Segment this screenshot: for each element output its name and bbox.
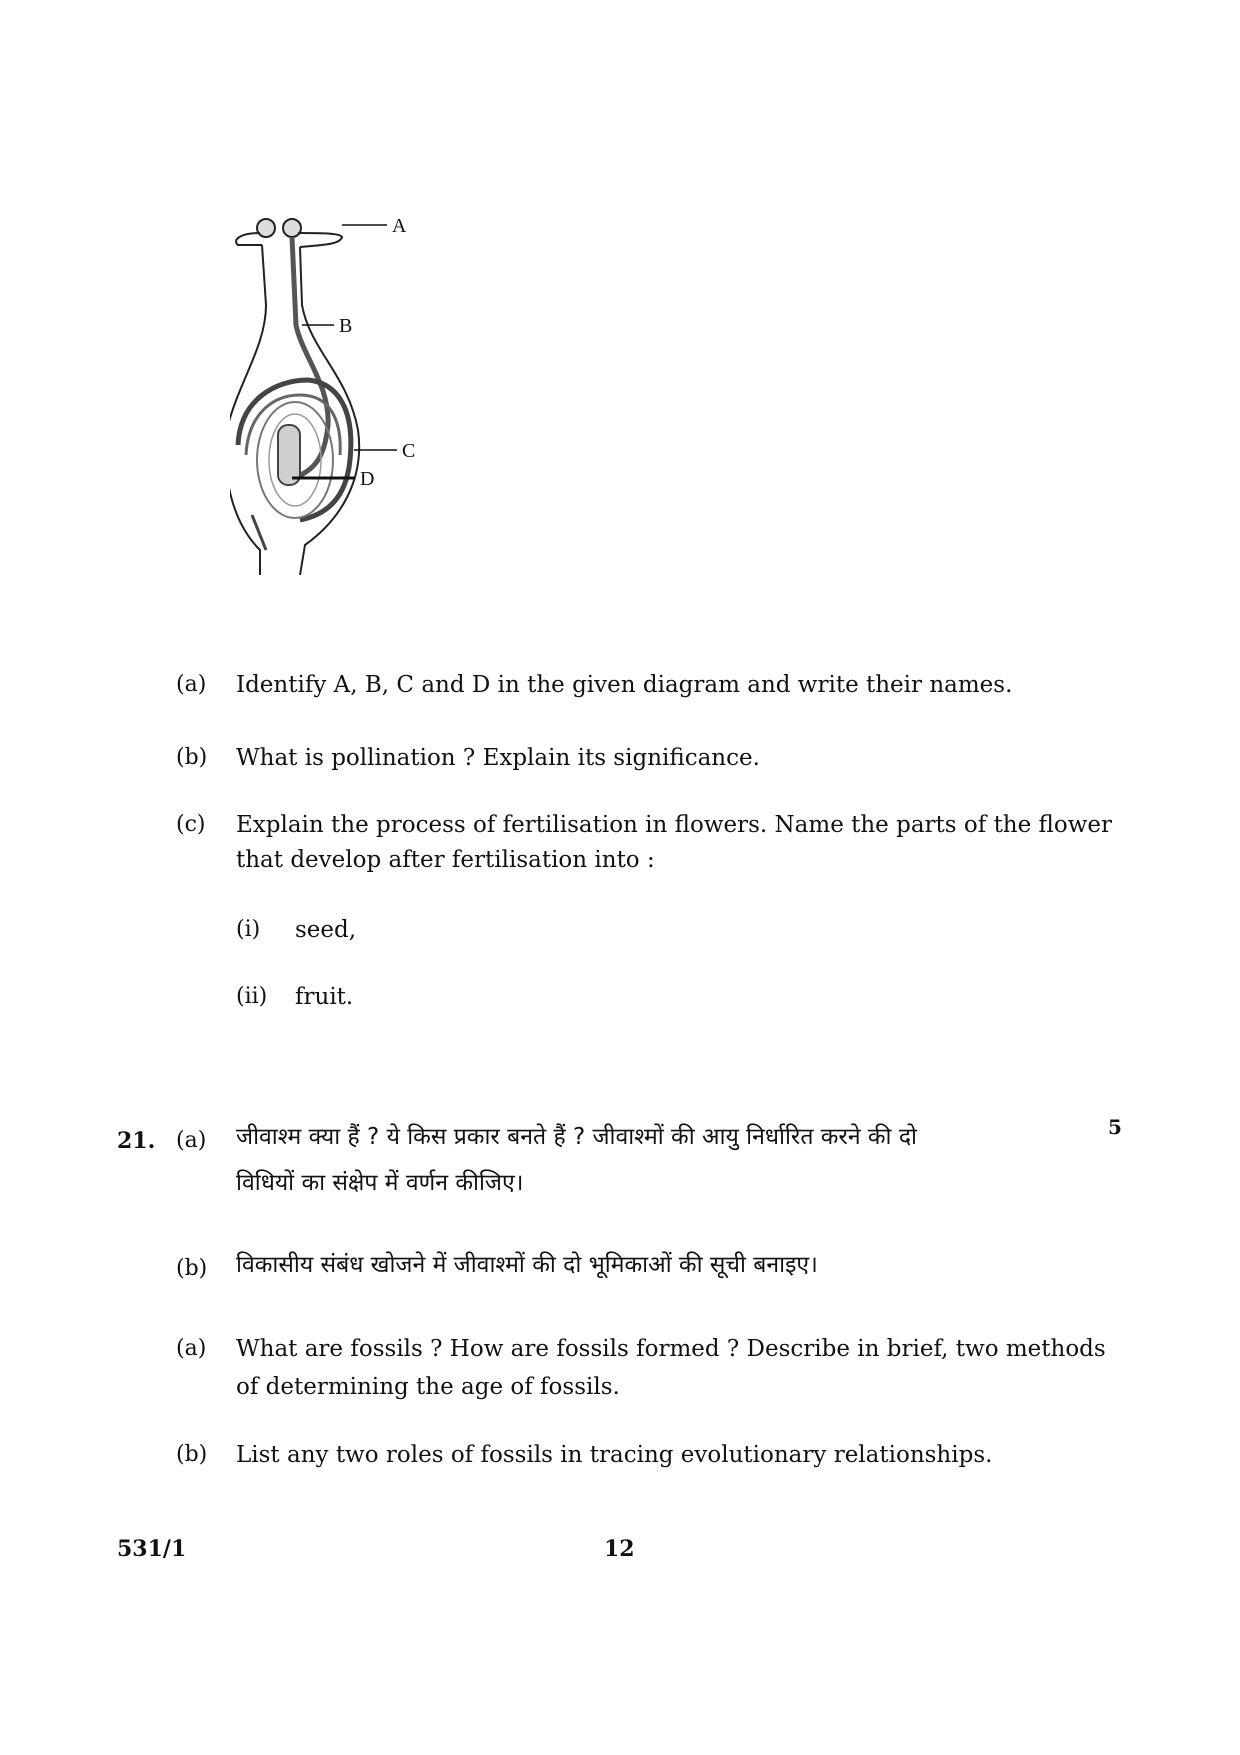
q20a-text: Identify A, B, C and D in the given diagram and write their names.	[236, 672, 1013, 698]
footer-page-number: 12	[604, 1536, 635, 1562]
q20ci-text: seed,	[295, 917, 357, 943]
stigma-right	[283, 219, 301, 237]
q21-english-a-marker: (a)	[176, 1336, 207, 1361]
q20ci-marker: (i)	[236, 917, 261, 942]
q21-hindi-b-marker: (b)	[176, 1256, 208, 1281]
pistil-diagram-svg	[230, 215, 490, 625]
pistil-diagram	[230, 215, 490, 625]
label-d: D	[360, 468, 375, 490]
label-b: B	[339, 315, 353, 337]
q21-hindi-a-line2: विधियों का संक्षेप में वर्णन कीजिए।	[236, 1170, 524, 1196]
q20b-marker: (b)	[176, 745, 208, 770]
q20b-text: What is pollination ? Explain its significance.	[236, 745, 760, 771]
q21-english-a-line2: of determining the age of fossils.	[236, 1374, 620, 1400]
footer-paper-code: 531/1	[117, 1536, 187, 1562]
q21-english-a-line1: What are fossils ? How are fossils formed ? Describe in brief, two methods	[236, 1336, 1106, 1362]
q21-english-b-text: List any two roles of fossils in tracing evolutionary relationships.	[236, 1442, 993, 1468]
q20cii-text: fruit.	[295, 984, 354, 1010]
q21-hindi-a-line1: जीवाश्म क्या हैं ? ये किस प्रकार बनते हैं ? जीवाश्मों की आयु निर्धारित करने की दो	[236, 1124, 917, 1150]
q21-marks: 5	[1108, 1115, 1122, 1139]
q21-hindi-b-text: विकासीय संबंध खोजने में जीवाश्मों की दो भूमिकाओं की सूची बनाइए।	[236, 1252, 818, 1278]
label-a: A	[392, 215, 407, 237]
q20a-marker: (a)	[176, 672, 207, 697]
q21-hindi-a-marker: (a)	[176, 1128, 207, 1153]
q21-number: 21.	[117, 1128, 156, 1154]
q20c-line1: Explain the process of fertilisation in flowers. Name the parts of the flower	[236, 812, 1113, 838]
label-c: C	[402, 440, 416, 462]
q20cii-marker: (ii)	[236, 984, 268, 1009]
q20c-line2: that develop after fertilisation into :	[236, 847, 655, 873]
q21-english-b-marker: (b)	[176, 1442, 208, 1467]
q20c-marker: (c)	[176, 812, 206, 837]
stigma-left	[257, 219, 275, 237]
embryo-sac	[278, 425, 300, 485]
